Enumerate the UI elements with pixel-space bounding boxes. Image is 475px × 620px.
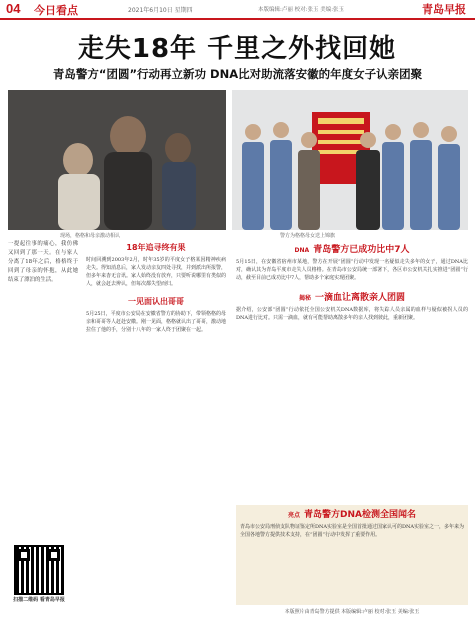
reunion-photo <box>8 90 226 230</box>
section-heading: 18年追寻终有果 <box>126 243 186 252</box>
section-body: 青岛市公安局刑侦支队物证鉴定所DNA实验室是全国首批通过国家认可的DNA实验室之一，多年来为全国各地警方提供技术支持，在“团圆”行动中发挥了重要作用。 <box>240 524 464 538</box>
highlight-box <box>236 505 468 605</box>
story-column <box>86 240 226 334</box>
section-body: 时间回溯到2003年2月，时年35岁的平度女子格某因精神疾病走失。得知消息后，家人发动亲友四处寻找，并到派出所报警，但多年来杳无音讯。家人始终没有放弃，只要听说哪里有类似的人，就会赶去辨认，但每次都失望而归。 <box>86 257 227 287</box>
photo-caption: 现场，格格和母亲激动相认 <box>60 233 121 239</box>
section-title: 一滴血让离散亲人团圆 <box>315 293 406 303</box>
page-number: 04 <box>6 1 21 16</box>
section-heading <box>236 242 468 255</box>
lead-paragraph <box>8 240 78 285</box>
section-body: 据介绍，公安部“团圆”行动依托全国公安机关DNA数据库，将失踪人员亲属的血样与疑似被拐人员的DNA进行比对。只需一滴血，就有可能帮助离散多年的亲人找到彼此，重新团聚。 <box>236 307 468 321</box>
photo-caption: 警方为格格母女送上锦旗 <box>280 233 336 239</box>
section-heading <box>236 290 468 303</box>
qr-code-icon[interactable] <box>14 545 64 595</box>
section-body-columns <box>236 306 468 322</box>
section-name: 今日看点 <box>34 4 78 17</box>
page-footer: 本版照片由青岛警方提供 本版编辑:卢丽 校对:张玉 美编:张玉 <box>284 609 420 615</box>
section-tag: 亮点 <box>288 512 301 519</box>
issue-date: 2021年6月10日 星期四 <box>128 7 193 14</box>
banner-photo <box>232 90 468 230</box>
section-tag: 揭秘 <box>298 295 311 302</box>
section-title: 青岛警方DNA检测全国闻名 <box>304 510 416 520</box>
section-body: 5月25日，平度市公安局在安徽省警方的协助下，带领格格的母亲和哥哥等人赶赴安徽。刚一见面，格格就认出了哥哥，激动地拉住了他的手，分别十八年的一家人终于团聚在一起。 <box>86 311 227 333</box>
banner-photo-illustration <box>232 90 468 230</box>
section-body: 5月15日，在安徽省宿州市某地，警方在开展“团圆”行动中发现一名疑似走失多年的女子，通过DNA比对，确认其为青岛平度市走失人员格格。在青岛市公安局统一部署下，各区市公安机关扎实推进“团圆”行动，截至目前已成功比中7人，帮助多个家庭实现团聚。 <box>236 259 468 281</box>
lead-text: 一提起往事的痛心，我仿佛又回到了那一天。在与家人分离了18年之后，格格终于回到了母亲的怀抱，从此她结束了漂泊的生活。 <box>8 241 78 283</box>
section-tag: DNA <box>294 247 310 254</box>
page-header <box>0 0 475 20</box>
section-title: 青岛警方已成功比中7人 <box>313 245 410 255</box>
page-headline: 走失18年 千里之外找回她 <box>77 34 397 64</box>
newspaper-logo: 青岛早报 <box>422 3 466 16</box>
sidebar-column <box>236 240 468 322</box>
editors-credit: 本版编辑:卢丽 校对:张玉 美编:张玉 <box>258 7 345 13</box>
qr-caption: 扫描二维码 看青岛早报 <box>13 597 65 603</box>
section-heading: 一见面认出哥哥 <box>128 297 184 306</box>
reunion-photo-illustration <box>8 90 226 230</box>
section-heading <box>236 507 468 520</box>
page-subheadline: 青岛警方“团圆”行动再立新功 DNA比对助流落安徽的年度女子认亲团聚 <box>52 67 423 81</box>
section-body-columns <box>236 258 468 282</box>
